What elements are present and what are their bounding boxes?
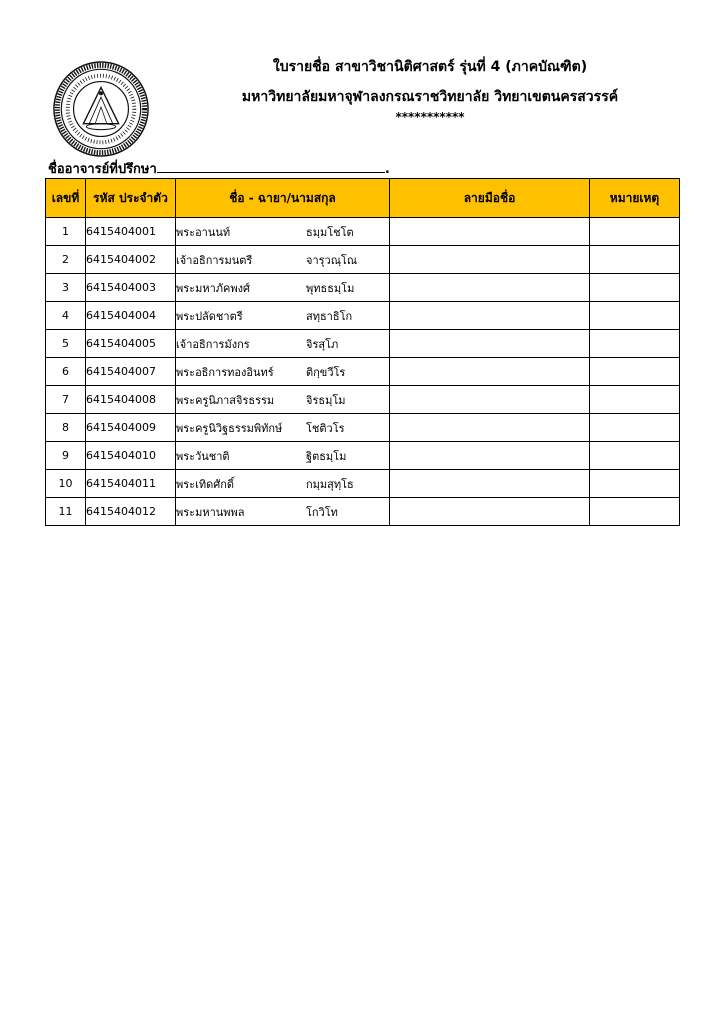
title-separator: ***********: [395, 110, 465, 124]
table-row: [46, 498, 680, 526]
student-first-name: เจ้าอธิการมนตรี: [176, 253, 253, 267]
row-number: 11: [46, 498, 86, 526]
student-name: [176, 274, 390, 302]
student-last-name: โชติวโร: [306, 421, 345, 435]
student-first-name: พระครูนิภาสจิรธรรม: [176, 393, 275, 407]
student-id: 6415404003: [86, 274, 176, 302]
signature-cell[interactable]: [390, 470, 590, 498]
student-id: 6415404009: [86, 414, 176, 442]
signature-cell[interactable]: [390, 414, 590, 442]
student-first-name: พระเทิดศักดิ์: [176, 477, 235, 491]
row-number: 9: [46, 442, 86, 470]
student-name: [176, 246, 390, 274]
remark-cell[interactable]: [590, 330, 680, 358]
student-name: [176, 386, 390, 414]
row-number: 3: [46, 274, 86, 302]
student-id: 6415404010: [86, 442, 176, 470]
student-id: 6415404002: [86, 246, 176, 274]
column-header-remark: หมายเหตุ: [590, 179, 680, 218]
table-row: [46, 330, 680, 358]
student-last-name: จิรธมฺโม: [306, 393, 346, 407]
student-last-name: พุทธธมฺโม: [306, 281, 355, 295]
table-row: [46, 470, 680, 498]
student-name: [176, 302, 390, 330]
student-first-name: พระมหานพพล: [176, 505, 245, 519]
student-first-name: พระวันชาติ: [176, 449, 230, 463]
student-last-name: สทฺธาธิโก: [306, 309, 353, 323]
advisor-field: [48, 158, 390, 179]
signature-cell[interactable]: [390, 218, 590, 246]
student-name: [176, 218, 390, 246]
document-title: ใบรายชื่อ สาขาวิชานิติศาสตร์ รุ่นที่ 4 (ภาคบัณฑิต): [272, 59, 588, 75]
student-id: 6415404005: [86, 330, 176, 358]
student-id: 6415404001: [86, 218, 176, 246]
remark-cell[interactable]: [590, 246, 680, 274]
student-id: 6415404007: [86, 358, 176, 386]
row-number: 6: [46, 358, 86, 386]
student-id: 6415404004: [86, 302, 176, 330]
student-first-name: พระครูนิวิฐธรรมพิทักษ์: [176, 421, 283, 435]
student-name: [176, 414, 390, 442]
row-number: 8: [46, 414, 86, 442]
table-row: [46, 442, 680, 470]
student-last-name: ฐิตธมฺโม: [306, 449, 347, 463]
student-last-name: ติกฺขวีโร: [306, 365, 346, 379]
remark-cell[interactable]: [590, 442, 680, 470]
student-last-name: จารุวณฺโณ: [306, 253, 358, 267]
student-last-name: โกวิโท: [306, 505, 338, 519]
remark-cell[interactable]: [590, 302, 680, 330]
row-number: 2: [46, 246, 86, 274]
row-number: 1: [46, 218, 86, 246]
signature-cell[interactable]: [390, 386, 590, 414]
remark-cell[interactable]: [590, 386, 680, 414]
remark-cell[interactable]: [590, 358, 680, 386]
row-number: 5: [46, 330, 86, 358]
signature-cell[interactable]: [390, 442, 590, 470]
column-header-name: ชื่อ - ฉายา/นามสกุล: [176, 179, 390, 218]
column-header-id: รหัส ประจำตัว: [86, 179, 176, 218]
signature-cell[interactable]: [390, 246, 590, 274]
title-block: [190, 58, 670, 124]
signature-cell[interactable]: [390, 498, 590, 526]
remark-cell[interactable]: [590, 498, 680, 526]
table-row: [46, 414, 680, 442]
student-id: 6415404012: [86, 498, 176, 526]
student-name: [176, 330, 390, 358]
student-first-name: พระปลัดชาตรี: [176, 309, 243, 323]
student-name: [176, 358, 390, 386]
remark-cell[interactable]: [590, 414, 680, 442]
student-last-name: กมฺมสุทฺโธ: [306, 477, 354, 491]
student-name: [176, 442, 390, 470]
signature-cell[interactable]: [390, 274, 590, 302]
table-header-row: [46, 179, 680, 218]
student-first-name: เจ้าอธิการมังกร: [176, 337, 250, 351]
signature-cell[interactable]: [390, 330, 590, 358]
table-row: [46, 358, 680, 386]
signature-cell[interactable]: [390, 358, 590, 386]
student-first-name: พระอานนท์: [176, 225, 231, 239]
student-roster-table: [45, 178, 680, 526]
advisor-label: ชื่ออาจารย์ที่ปรึกษา: [48, 162, 157, 177]
row-number: 4: [46, 302, 86, 330]
remark-cell[interactable]: [590, 218, 680, 246]
remark-cell[interactable]: [590, 274, 680, 302]
student-last-name: จิรสุโภ: [306, 337, 339, 351]
student-id: 6415404011: [86, 470, 176, 498]
advisor-blank-line: [157, 160, 385, 173]
student-first-name: พระอธิการทองอินทร์: [176, 365, 274, 379]
student-first-name: พระมหาภัคพงศ์: [176, 281, 250, 295]
university-name: มหาวิทยาลัยมหาจุฬาลงกรณราชวิทยาลัย วิทยาเขตนครสวรรค์: [241, 89, 619, 105]
row-number: 10: [46, 470, 86, 498]
table-row: [46, 274, 680, 302]
table-row: [46, 302, 680, 330]
university-seal-icon: [52, 60, 150, 158]
student-last-name: ธมฺมโชโต: [306, 225, 354, 239]
student-name: [176, 498, 390, 526]
row-number: 7: [46, 386, 86, 414]
column-header-signature: ลายมือชื่อ: [390, 179, 590, 218]
student-id: 6415404008: [86, 386, 176, 414]
remark-cell[interactable]: [590, 470, 680, 498]
signature-cell[interactable]: [390, 302, 590, 330]
table-row: [46, 386, 680, 414]
table-row: [46, 218, 680, 246]
column-header-no: เลขที่: [46, 179, 86, 218]
table-row: [46, 246, 680, 274]
student-name: [176, 470, 390, 498]
advisor-suffix: .: [384, 162, 390, 177]
